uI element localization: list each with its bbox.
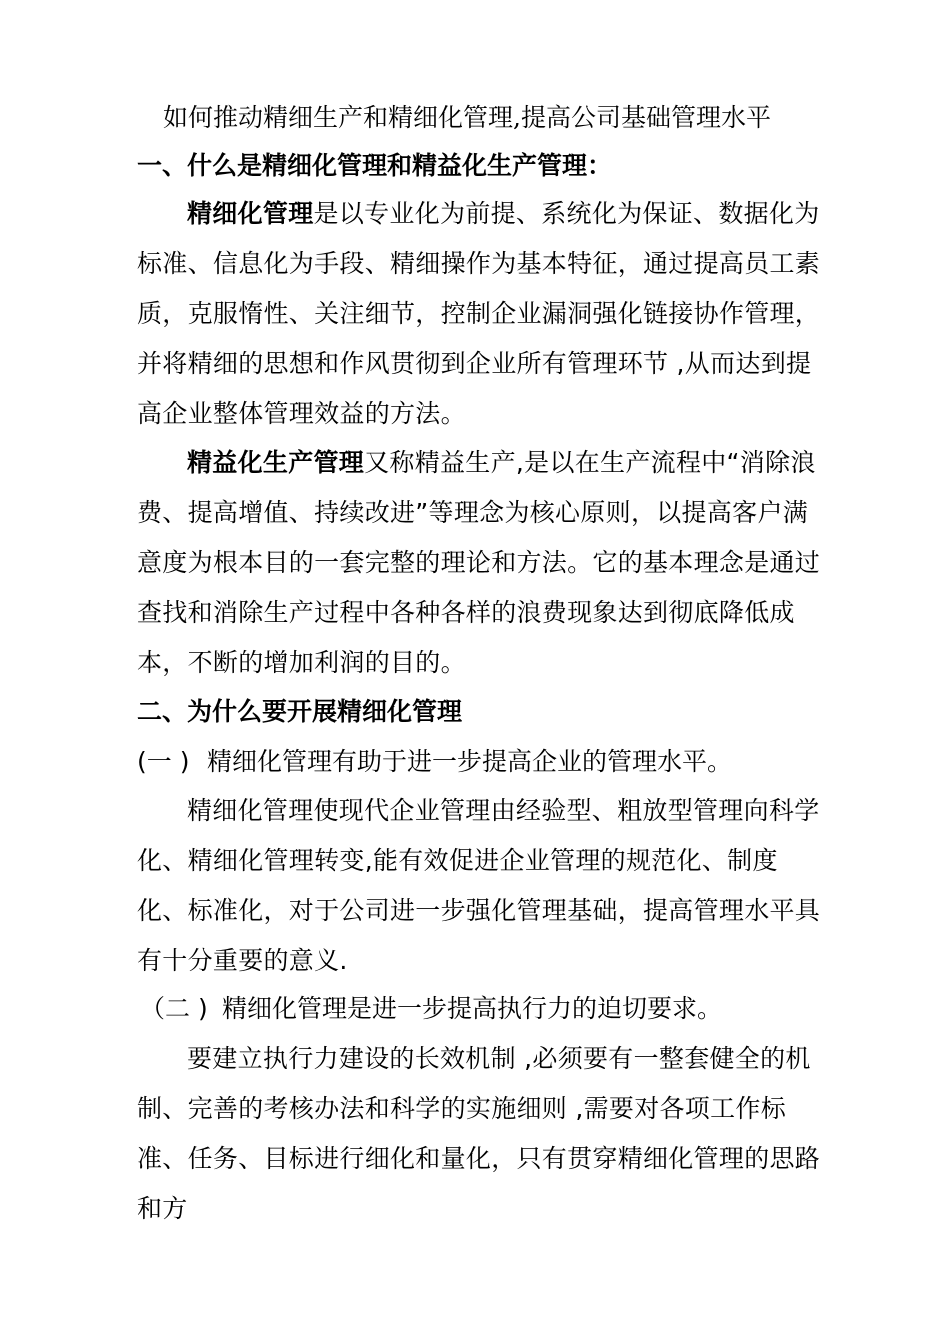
subsection-number: (一 ): [137, 747, 190, 776]
paragraph-text: 又称精益生产,是以在生产流程中“消除浪费、提高增值、持续改进”等理念为核心原则，以提高客户满意度为根本目的一套完整的理论和方法。它的基本理念是通过查找和消除生产过程中各种各样的浪费现象达到彻底降低成本，不断的增加利润的目的。: [137, 448, 821, 677]
section1-paragraph-2: [137, 438, 825, 688]
subsection-2-paragraph: 要建立执行力建设的长效机制 ,必须要有一整套健全的机制、完善的考核办法和科学的实施细则 ,需要对各项工作标准、任务、目标进行细化和量化，只有贯穿精细化管理的思路和方: [137, 1044, 821, 1223]
section2-heading: 二、为什么要开展精细化管理: [137, 697, 463, 726]
section1-heading: 一、什么是精细化管理和精益化生产管理：: [137, 151, 613, 180]
subsection-2-heading: [140, 991, 722, 1027]
term-refined-management: 精细化管理: [187, 199, 314, 228]
paragraph-text: 是以专业化为前提、系统化为保证、数据化为标准、信息化为手段、精细操作为基本特征，通过提高员工素质，克服惰性、关注细节，控制企业漏洞强化链接协作管理，并将精细的思想和作风贯彻到企业所有管理环节 ,从而达到提高企业整体管理效益的方法。: [137, 199, 821, 428]
subsection-1-heading: [137, 744, 732, 780]
subsection-number: （二 ): [140, 994, 208, 1023]
subsection-title: 精细化管理有助于进一步提高企业的管理水平。: [207, 747, 733, 776]
subsection-title: 精细化管理是进一步提高执行力的迫切要求。: [222, 994, 723, 1023]
subsection-1-paragraph: 精细化管理使现代企业管理由经验型、粗放型管理向科学化、精细化管理转变,能有效促进企业管理的规范化、制度化、标准化，对于公司进一步强化管理基础，提高管理水平具有十分重要的意义.: [137, 796, 821, 975]
document-title: 如何推动精细生产和精细化管理,提高公司基础管理水平: [163, 103, 771, 132]
section1-paragraph-1: [137, 189, 825, 439]
term-lean-production: 精益化生产管理: [187, 448, 365, 477]
